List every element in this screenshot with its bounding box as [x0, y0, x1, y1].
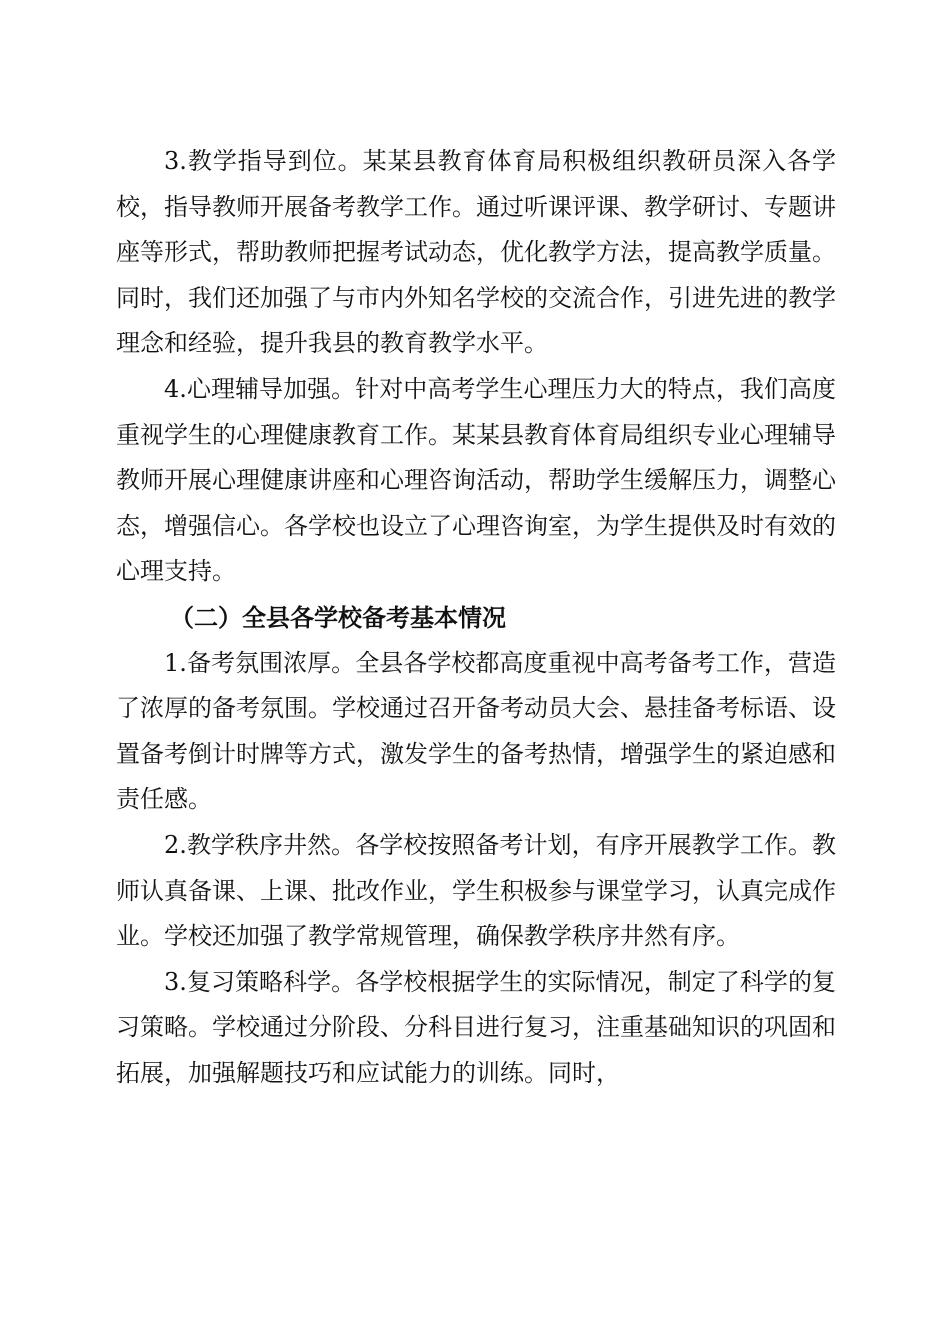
paragraph-review-strategy: 3.复习策略科学。各学校根据学生的实际情况，制定了科学的复习策略。学校通过分阶段、分科目进行复习，注重基础知识的巩固和拓展，加强解题技巧和应试能力的训练。同时， — [116, 967, 836, 1087]
paragraph-teaching-order: 2.教学秩序井然。各学校按照备考计划，有序开展教学工作。教师认真备课、上课、批改作业，学生积极参与课堂学习，认真完成作业。学校还加强了教学常规管理，确保教学秩序井然有序。 — [116, 830, 836, 951]
paragraph-exam-atmosphere: 1.备考氛围浓厚。全县各学校都高度重视中高考备考工作，营造了浓厚的备考氛围。学校通过召开备考动员大会、悬挂备考标语、设置备考倒计时牌等方式，激发学生的备考热情，增强学生的紧迫感和责任感。 — [116, 648, 836, 814]
document-body — [116, 139, 836, 1096]
section-heading: （二）全县各学校备考基本情况 — [170, 602, 506, 632]
paragraph-psychological-counseling: 4.心理辅导加强。针对中高考学生心理压力大的特点，我们高度重视学生的心理健康教育工作。某某县教育体育局组织专业心理辅导教师开展心理健康讲座和心理咨询活动，帮助学生缓解压力，调整心态，增强信心。各学校也设立了心理咨询室，为学生提供及时有效的心理支持。 — [116, 374, 836, 586]
paragraph-teaching-guidance: 3.教学指导到位。某某县教育体育局积极组织教研员深入各学校，指导教师开展备考教学工作。通过听课评课、教学研讨、专题讲座等形式，帮助教师把握考试动态，优化教学方法，提高教学质量。同时，我们还加强了与市内外知名学校的交流合作，引进先进的教学理念和经验，提升我县的教育教学水平。 — [116, 147, 836, 358]
